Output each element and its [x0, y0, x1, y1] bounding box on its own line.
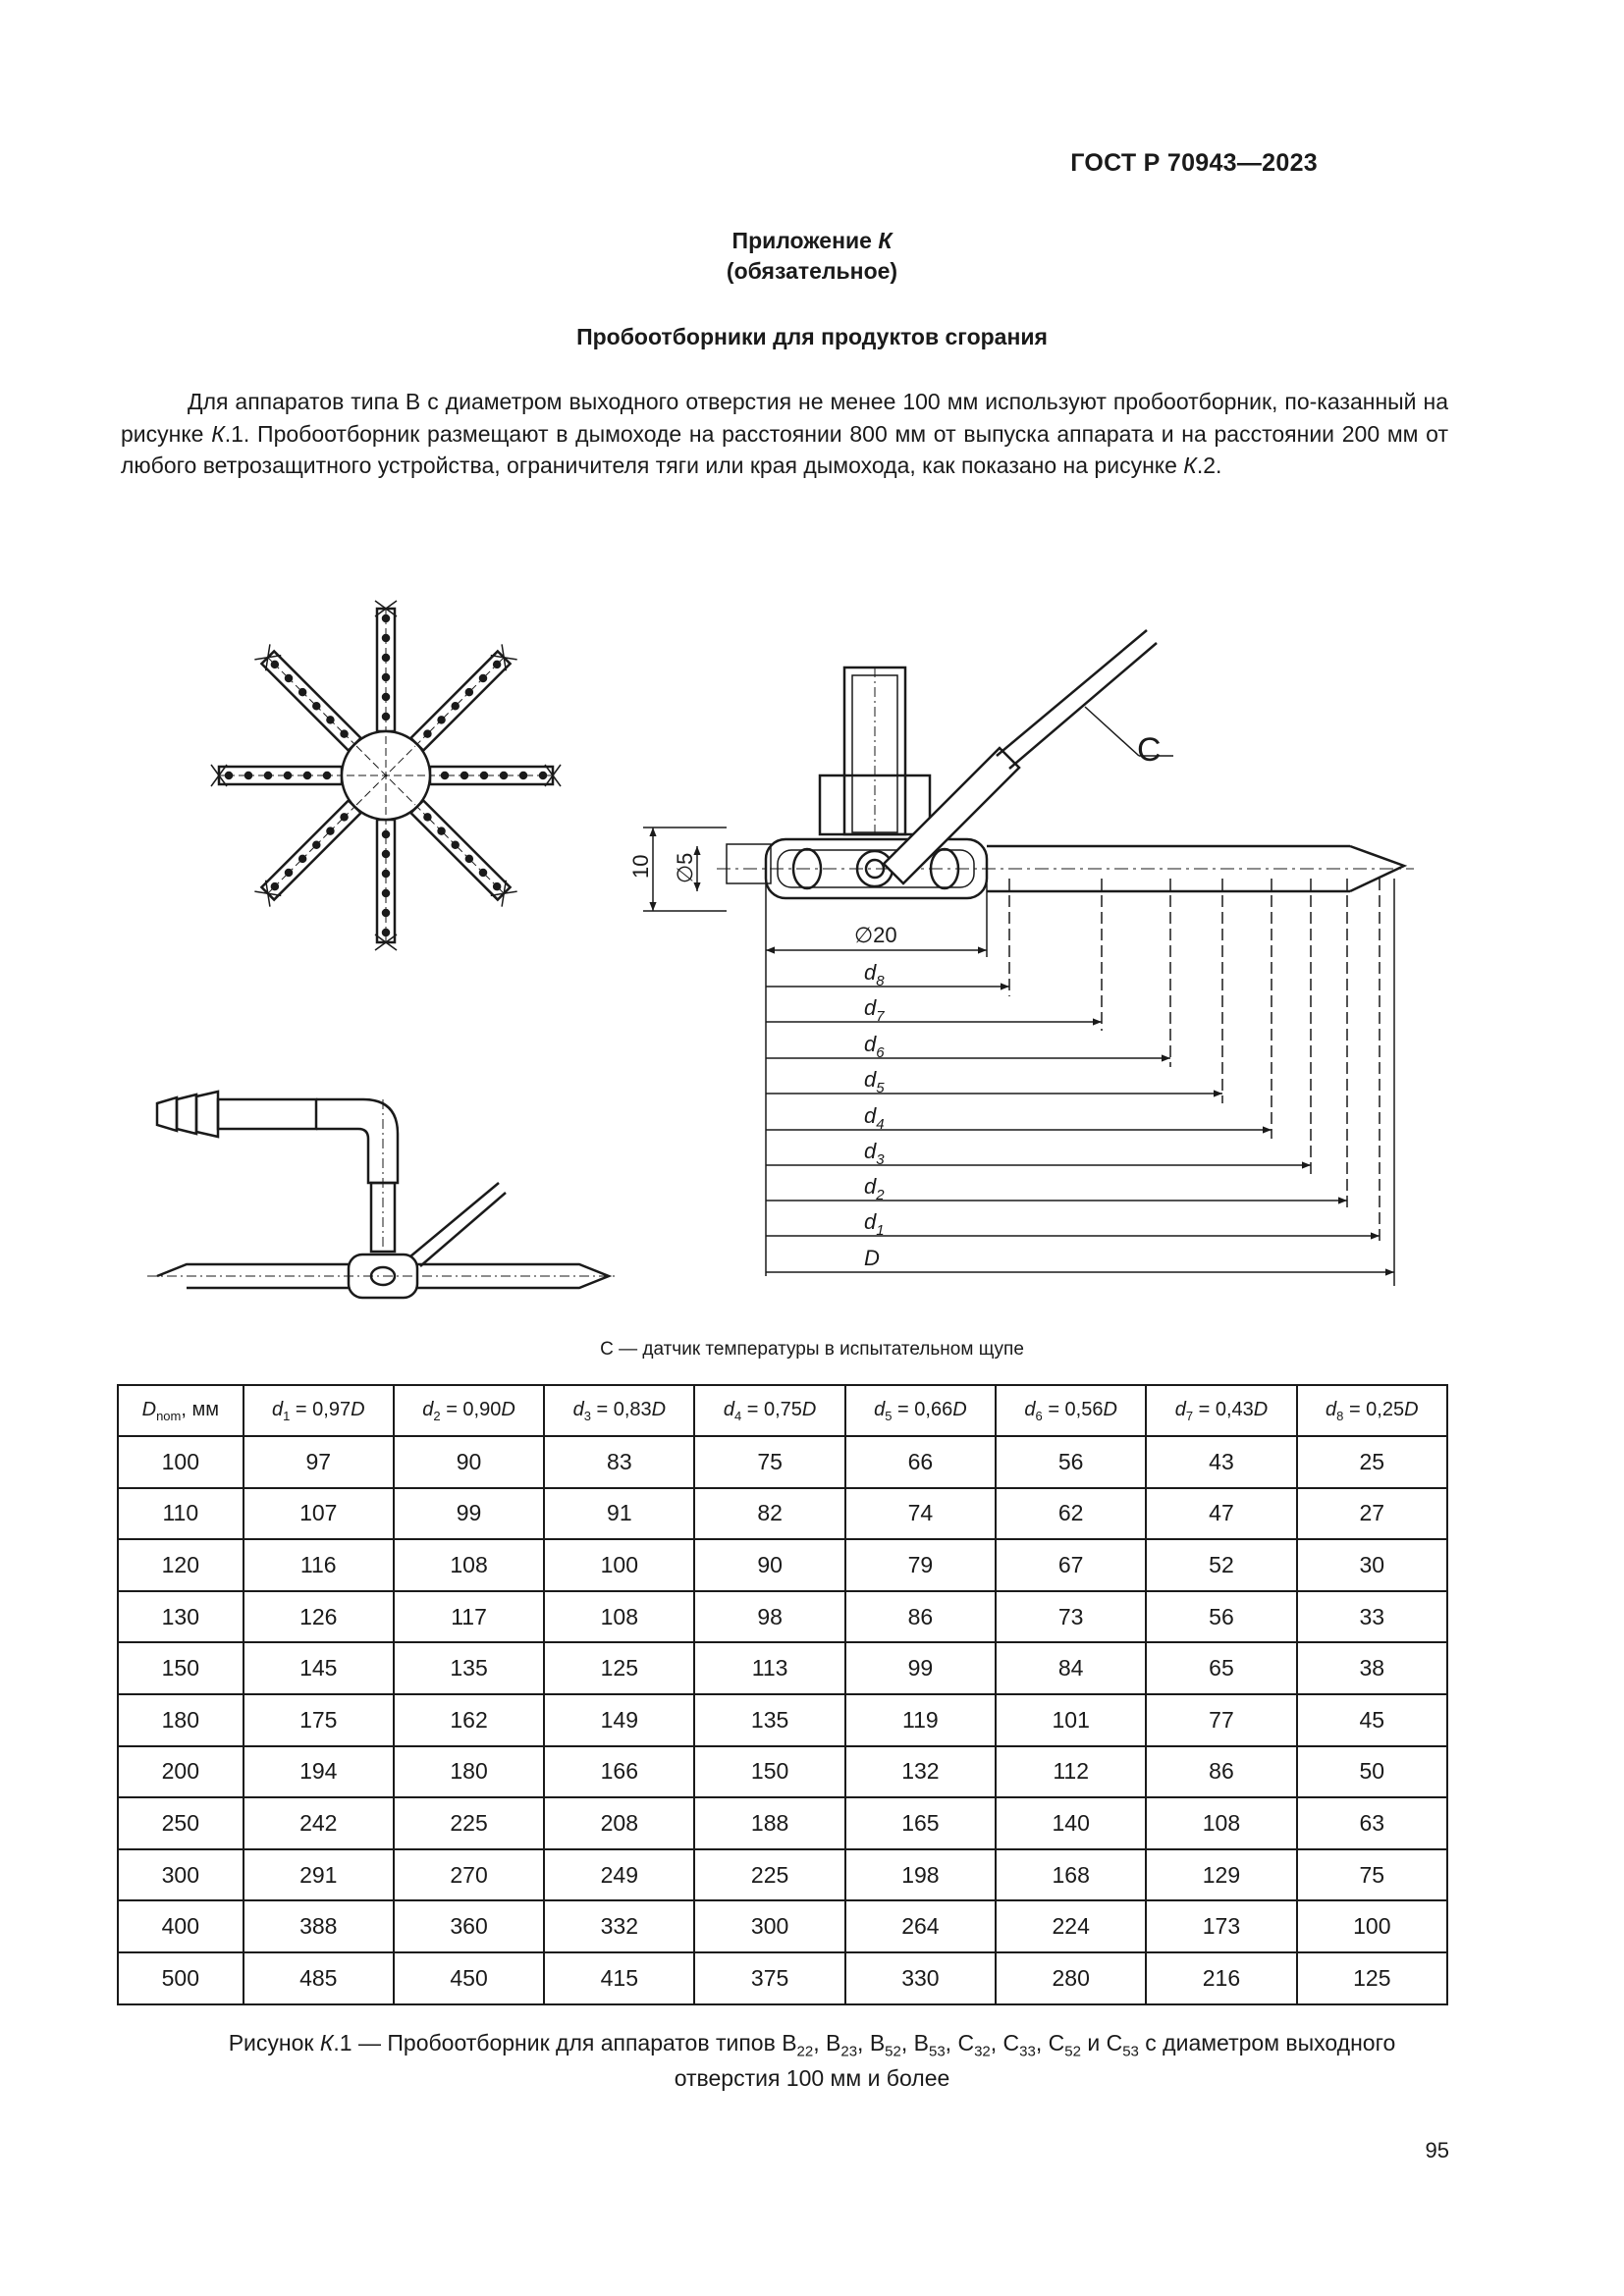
table-cell: 77 — [1146, 1694, 1296, 1746]
table-cell: 101 — [996, 1694, 1146, 1746]
table-row — [118, 1539, 1447, 1591]
table-cell: 388 — [244, 1900, 394, 1952]
table-body — [118, 1436, 1447, 2004]
table-cell: 125 — [1297, 1952, 1447, 2004]
table-cell: 216 — [1146, 1952, 1296, 2004]
probe-star-view — [0, 530, 561, 950]
table-cell: 47 — [1146, 1488, 1296, 1540]
table-cell: 67 — [996, 1539, 1146, 1591]
table-cell: 27 — [1297, 1488, 1447, 1540]
table-cell: 66 — [845, 1436, 996, 1488]
table-cell: 98 — [694, 1591, 844, 1643]
table-row — [118, 1488, 1447, 1540]
table-cell: 129 — [1146, 1849, 1296, 1901]
dim-label: $d_4$ — [864, 1103, 885, 1133]
table-cell: 188 — [694, 1797, 844, 1849]
table-cell: 62 — [996, 1488, 1146, 1540]
annex-letter: К — [878, 228, 893, 253]
section-title: Пробоотборники для продуктов сгорания — [576, 324, 1048, 349]
table-cell: 86 — [1146, 1746, 1296, 1798]
table-cell: 108 — [544, 1591, 694, 1643]
page-number: 95 — [1425, 2138, 1449, 2163]
table-cell: 200 — [118, 1746, 244, 1798]
table-cell: 300 — [118, 1849, 244, 1901]
table-cell: 130 — [118, 1591, 244, 1643]
table-cell: 270 — [394, 1849, 544, 1901]
table-cell: 140 — [996, 1797, 1146, 1849]
table-cell: 280 — [996, 1952, 1146, 2004]
table-header-cell: $d_5 = 0,66D$ — [845, 1385, 996, 1436]
table-cell: 117 — [394, 1591, 544, 1643]
table-cell: 100 — [544, 1539, 694, 1591]
dim-label: D — [864, 1246, 880, 1270]
table-cell: 173 — [1146, 1900, 1296, 1952]
caption-types: $B_{22}$, $B_{23}$, $B_{52}$, $B_{53}$, $C_{32}$, $C_{33}$, $C_{52}$ и $C_{53}$ — [782, 2030, 1139, 2060]
appliance-type: B — [826, 2030, 841, 2056]
table-cell: 225 — [394, 1797, 544, 1849]
table-cell: 84 — [996, 1642, 1146, 1694]
dim-label: $d_5$ — [864, 1067, 885, 1096]
table-cell: 224 — [996, 1900, 1146, 1952]
probe-section-view — [717, 630, 1414, 898]
table-header-cell: $d_6 = 0,56D$ — [996, 1385, 1146, 1436]
dim-label: $d_8$ — [864, 960, 885, 989]
table-row — [118, 1900, 1447, 1952]
label-c: C — [1137, 731, 1162, 769]
table-header-cell: $d_4 = 0,75D$ — [694, 1385, 844, 1436]
appliance-type: B — [869, 2030, 886, 2056]
table-row — [118, 1746, 1447, 1798]
table-cell: 135 — [394, 1642, 544, 1694]
table-cell: 63 — [1297, 1797, 1447, 1849]
table-cell: 225 — [694, 1849, 844, 1901]
table-cell: 415 — [544, 1952, 694, 2004]
table-cell: 145 — [244, 1642, 394, 1694]
table-cell: 175 — [244, 1694, 394, 1746]
table-cell: 249 — [544, 1849, 694, 1901]
table-cell: 65 — [1146, 1642, 1296, 1694]
appliance-type: C — [1106, 2030, 1123, 2056]
table-cell: 375 — [694, 1952, 844, 2004]
dimensions-table — [117, 1384, 1448, 2005]
table-cell: 50 — [1297, 1746, 1447, 1798]
table-cell: 400 — [118, 1900, 244, 1952]
table-cell: 97 — [244, 1436, 394, 1488]
table-cell: 100 — [1297, 1900, 1447, 1952]
table-row — [118, 1849, 1447, 1901]
dim-d20-label: ∅20 — [854, 923, 897, 947]
table-cell: 166 — [544, 1746, 694, 1798]
table-cell: 75 — [694, 1436, 844, 1488]
table-cell: 162 — [394, 1694, 544, 1746]
table-cell: 125 — [544, 1642, 694, 1694]
table-cell: 135 — [694, 1694, 844, 1746]
figure-caption: Рисунок К.1 — Пробоотборник для аппаратов типов $B_{22}$, $B_{23}$, $B_{52}$, $B_{53}$, $C_{32}$, $C_{33}$, $C_{52}$ и $C_{53}$ с диаметром выходного отверстия 100 мм и более — [228, 2030, 1396, 2091]
table-cell: 360 — [394, 1900, 544, 1952]
table-header-row — [118, 1385, 1447, 1436]
table-cell: 264 — [845, 1900, 996, 1952]
table-cell: 332 — [544, 1900, 694, 1952]
dim-label: $d_1$ — [864, 1209, 885, 1239]
table-cell: 56 — [996, 1436, 1146, 1488]
table-row — [118, 1591, 1447, 1643]
table-header-cell: $d_3 = 0,83D$ — [544, 1385, 694, 1436]
table-cell: 485 — [244, 1952, 394, 2004]
table-cell: 120 — [118, 1539, 244, 1591]
appliance-type: C — [1048, 2030, 1065, 2056]
table-cell: 45 — [1297, 1694, 1447, 1746]
table-row — [118, 1642, 1447, 1694]
table-cell: 150 — [118, 1642, 244, 1694]
appliance-type: C — [1002, 2030, 1020, 2056]
table-cell: 116 — [244, 1539, 394, 1591]
table-cell: 108 — [394, 1539, 544, 1591]
table-cell: 30 — [1297, 1539, 1447, 1591]
table-cell: 107 — [244, 1488, 394, 1540]
table-cell: 126 — [244, 1591, 394, 1643]
table-cell: 208 — [544, 1797, 694, 1849]
table-header-cell: $d_1 = 0,97D$ — [244, 1385, 394, 1436]
table-cell: 330 — [845, 1952, 996, 2004]
table-row — [118, 1436, 1447, 1488]
table-cell: 168 — [996, 1849, 1146, 1901]
table-cell: 113 — [694, 1642, 844, 1694]
table-cell: 74 — [845, 1488, 996, 1540]
annex-heading: Приложение К (обязательное) — [0, 226, 1624, 287]
table-cell: 149 — [544, 1694, 694, 1746]
table-cell: 194 — [244, 1746, 394, 1798]
table-header-cell: $D_{nom}$, мм — [118, 1385, 244, 1436]
table-cell: 75 — [1297, 1849, 1447, 1901]
figure-legend: С — датчик температуры в испытательном щупе — [600, 1339, 1024, 1360]
probe-side-view — [147, 1092, 619, 1298]
table-row — [118, 1797, 1447, 1849]
probe-drawing — [0, 530, 1624, 1315]
annex-status: (обязательное) — [726, 258, 898, 284]
table-header-cell: $d_7 = 0,43D$ — [1146, 1385, 1296, 1436]
table-cell: 100 — [118, 1436, 244, 1488]
appliance-type: B — [913, 2030, 929, 2056]
dim-d5-label: ∅5 — [673, 852, 697, 883]
dimension-labels — [864, 960, 885, 1270]
table-cell: 450 — [394, 1952, 544, 2004]
table-cell: 500 — [118, 1952, 244, 2004]
table-row — [118, 1694, 1447, 1746]
dim-label: $d_2$ — [864, 1174, 885, 1203]
table-cell: 38 — [1297, 1642, 1447, 1694]
table-cell: 300 — [694, 1900, 844, 1952]
table-cell: 79 — [845, 1539, 996, 1591]
table-cell: 43 — [1146, 1436, 1296, 1488]
table-cell: 73 — [996, 1591, 1146, 1643]
dim-label: $d_3$ — [864, 1139, 885, 1168]
table-cell: 90 — [394, 1436, 544, 1488]
table-cell: 90 — [694, 1539, 844, 1591]
table-cell: 56 — [1146, 1591, 1296, 1643]
table-cell: 150 — [694, 1746, 844, 1798]
table-cell: 165 — [845, 1797, 996, 1849]
table-cell: 119 — [845, 1694, 996, 1746]
table-cell: 91 — [544, 1488, 694, 1540]
table-cell: 82 — [694, 1488, 844, 1540]
table-cell: 99 — [845, 1642, 996, 1694]
table-cell: 83 — [544, 1436, 694, 1488]
table-cell: 198 — [845, 1849, 996, 1901]
table-cell: 112 — [996, 1746, 1146, 1798]
table-header-cell: $d_2 = 0,90D$ — [394, 1385, 544, 1436]
table-cell: 132 — [845, 1746, 996, 1798]
appliance-type: C — [957, 2030, 975, 2056]
table-cell: 180 — [118, 1694, 244, 1746]
table-cell: 86 — [845, 1591, 996, 1643]
dim-10-label: 10 — [628, 854, 653, 879]
table-cell: 52 — [1146, 1539, 1296, 1591]
dim-label: $d_6$ — [864, 1032, 885, 1061]
table-cell: 99 — [394, 1488, 544, 1540]
table-cell: 33 — [1297, 1591, 1447, 1643]
table-cell: 250 — [118, 1797, 244, 1849]
table-cell: 291 — [244, 1849, 394, 1901]
table-cell: 180 — [394, 1746, 544, 1798]
table-header-cell: $d_8 = 0,25D$ — [1297, 1385, 1447, 1436]
table-cell: 110 — [118, 1488, 244, 1540]
table-cell: 25 — [1297, 1436, 1447, 1488]
dim-label: $d_7$ — [864, 995, 885, 1025]
intro-paragraph: Для аппаратов типа В с диаметром выходного отверстия не менее 100 мм используют пробоотборник, по-казанный на рисунке К.1. Пробоотборник размещают в дымоходе на расстоянии 800 мм от выпуска аппарата и на расстоянии 200 мм от любого ветрозащитного устройства, ограничителя тяги или края дымохода, как показано на рисунке К.2. — [121, 389, 1449, 478]
appliance-type: B — [782, 2030, 797, 2056]
table-cell: 108 — [1146, 1797, 1296, 1849]
table-cell: 242 — [244, 1797, 394, 1849]
standard-number: ГОСТ Р 70943—2023 — [1070, 149, 1318, 177]
table-row — [118, 1952, 1447, 2004]
